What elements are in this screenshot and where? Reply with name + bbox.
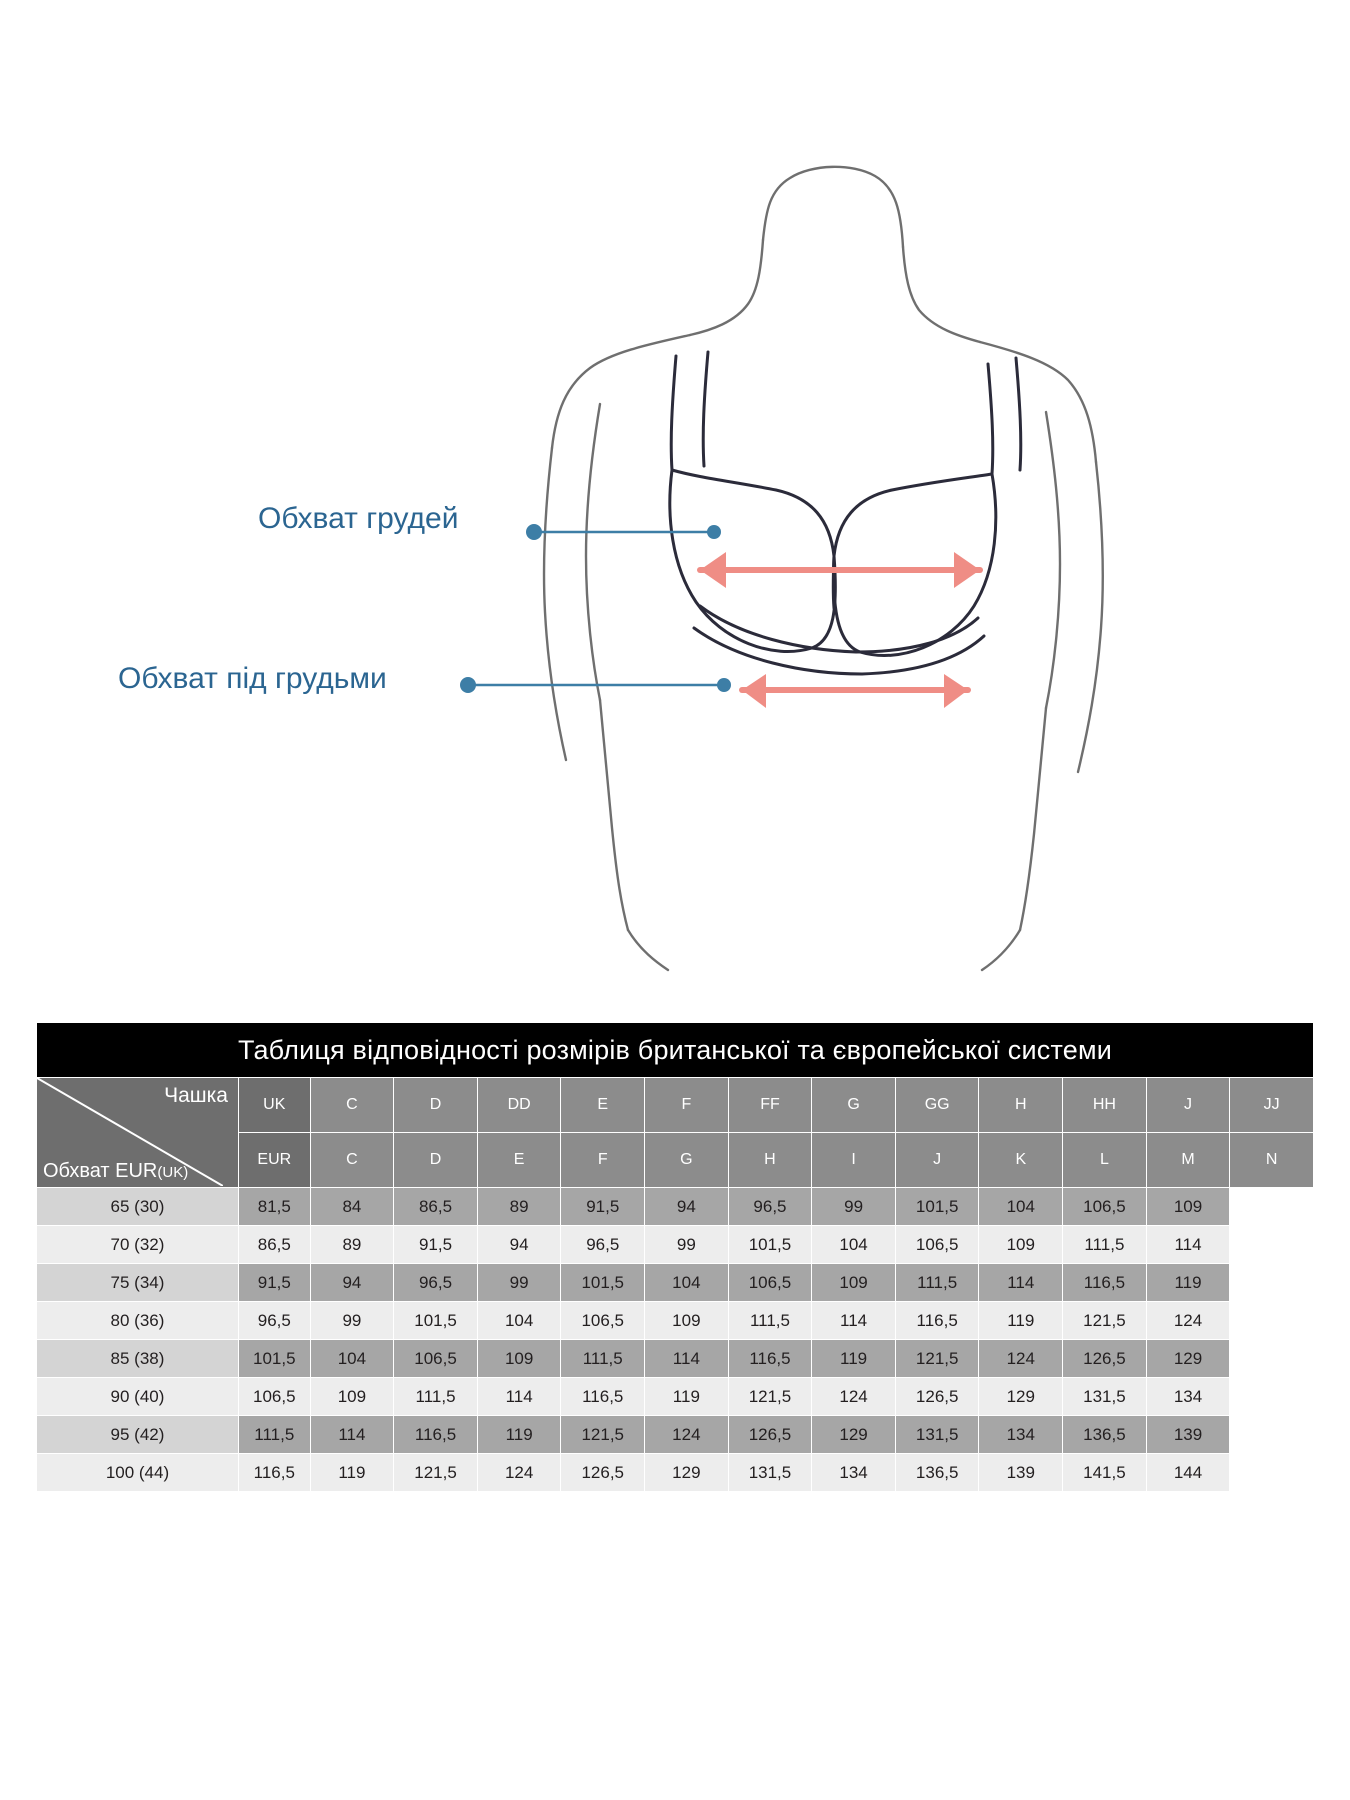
cell: 104	[979, 1188, 1063, 1226]
size-chart-container	[36, 1022, 1314, 1492]
cell: 119	[477, 1416, 561, 1454]
cup-eur-4: G	[645, 1133, 729, 1188]
system-eur-label: EUR	[238, 1133, 310, 1188]
cell: 106,5	[1063, 1188, 1147, 1226]
cell: 134	[812, 1454, 896, 1492]
cell: 119	[645, 1378, 729, 1416]
cell: 99	[310, 1302, 394, 1340]
cup-uk-7: GG	[895, 1078, 979, 1133]
cell: 116,5	[394, 1416, 478, 1454]
cell: 96,5	[561, 1226, 645, 1264]
cell: 141,5	[1063, 1454, 1147, 1492]
cell: 96,5	[394, 1264, 478, 1302]
cell: 99	[812, 1188, 896, 1226]
cell: 104	[477, 1302, 561, 1340]
cell: 109	[1146, 1188, 1230, 1226]
row-label: 95 (42)	[37, 1416, 239, 1454]
cell: 101,5	[394, 1302, 478, 1340]
cup-header-label: Чашка	[164, 1084, 228, 1107]
cell: 114	[979, 1264, 1063, 1302]
cell: 139	[1146, 1416, 1230, 1454]
size-chart-table	[36, 1022, 1314, 1492]
cell: 116,5	[728, 1340, 812, 1378]
cell: 104	[310, 1340, 394, 1378]
cell: 111,5	[238, 1416, 310, 1454]
cell: 139	[979, 1454, 1063, 1492]
cup-eur-10: M	[1146, 1133, 1230, 1188]
cell: 94	[645, 1188, 729, 1226]
cell: 101,5	[728, 1226, 812, 1264]
cell: 116,5	[238, 1454, 310, 1492]
cup-uk-9: HH	[1063, 1078, 1147, 1133]
cell: 101,5	[895, 1188, 979, 1226]
table-corner-cell	[37, 1078, 239, 1188]
bust-header-label: Обхват EUR(UK)	[43, 1160, 189, 1182]
cell: 144	[1146, 1454, 1230, 1492]
cup-eur-1: D	[394, 1133, 478, 1188]
cup-uk-10: J	[1146, 1078, 1230, 1133]
table-row	[37, 1188, 1314, 1226]
cell: 131,5	[728, 1454, 812, 1492]
bust-leader-line	[526, 524, 721, 540]
cell: 124	[477, 1454, 561, 1492]
cell: 136,5	[895, 1454, 979, 1492]
cell: 111,5	[561, 1340, 645, 1378]
cell: 99	[477, 1264, 561, 1302]
cup-eur-8: K	[979, 1133, 1063, 1188]
cell: 96,5	[728, 1188, 812, 1226]
cell: 114	[812, 1302, 896, 1340]
cell: 99	[645, 1226, 729, 1264]
cup-eur-11: N	[1230, 1133, 1314, 1188]
row-label: 85 (38)	[37, 1340, 239, 1378]
table-row	[37, 1302, 1314, 1340]
cell: 86,5	[238, 1226, 310, 1264]
cell: 116,5	[1063, 1264, 1147, 1302]
cell: 106,5	[561, 1302, 645, 1340]
cell: 121,5	[394, 1454, 478, 1492]
cell: 124	[979, 1340, 1063, 1378]
cell: 131,5	[1063, 1378, 1147, 1416]
cell: 96,5	[238, 1302, 310, 1340]
cup-uk-1: D	[394, 1078, 478, 1133]
underbust-measure-arrow	[742, 674, 968, 708]
cell: 106,5	[728, 1264, 812, 1302]
table-row	[37, 1378, 1314, 1416]
cell: 121,5	[728, 1378, 812, 1416]
cell: 129	[812, 1416, 896, 1454]
table-row	[37, 1454, 1314, 1492]
cell: 111,5	[895, 1264, 979, 1302]
cell: 114	[477, 1378, 561, 1416]
cell: 124	[1146, 1302, 1230, 1340]
cup-uk-3: E	[561, 1078, 645, 1133]
cell: 121,5	[895, 1340, 979, 1378]
cup-uk-0: C	[310, 1078, 394, 1133]
cell: 111,5	[728, 1302, 812, 1340]
cell: 104	[645, 1264, 729, 1302]
header-row-uk	[37, 1078, 1314, 1133]
cell: 126,5	[895, 1378, 979, 1416]
cell: 129	[645, 1454, 729, 1492]
table-row	[37, 1416, 1314, 1454]
cell: 91,5	[238, 1264, 310, 1302]
row-label: 100 (44)	[37, 1454, 239, 1492]
cell: 124	[645, 1416, 729, 1454]
cell: 104	[812, 1226, 896, 1264]
table-title: Таблиця відповідності розмірів британської та європейської системи	[37, 1023, 1314, 1078]
cell: 114	[1146, 1226, 1230, 1264]
bra-outline	[670, 352, 1021, 674]
cell: 106,5	[238, 1378, 310, 1416]
cell: 119	[1146, 1264, 1230, 1302]
cup-uk-2: DD	[477, 1078, 561, 1133]
bust-label: Обхват грудей	[258, 502, 459, 535]
cell: 94	[477, 1226, 561, 1264]
cup-eur-3: F	[561, 1133, 645, 1188]
cell: 126,5	[728, 1416, 812, 1454]
cell: 119	[979, 1302, 1063, 1340]
cell: 124	[812, 1378, 896, 1416]
cup-uk-5: FF	[728, 1078, 812, 1133]
cell: 116,5	[895, 1302, 979, 1340]
cup-eur-0: C	[310, 1133, 394, 1188]
cell: 111,5	[1063, 1226, 1147, 1264]
cell: 131,5	[895, 1416, 979, 1454]
table-row	[37, 1226, 1314, 1264]
cup-eur-7: J	[895, 1133, 979, 1188]
cell: 84	[310, 1188, 394, 1226]
cell: 129	[1146, 1340, 1230, 1378]
cell: 121,5	[1063, 1302, 1147, 1340]
cell: 106,5	[394, 1340, 478, 1378]
cell: 134	[979, 1416, 1063, 1454]
cup-uk-4: F	[645, 1078, 729, 1133]
cell: 109	[477, 1340, 561, 1378]
cup-uk-8: H	[979, 1078, 1063, 1133]
bust-measure-arrow	[700, 552, 980, 588]
cell: 109	[645, 1302, 729, 1340]
row-label: 90 (40)	[37, 1378, 239, 1416]
cell: 101,5	[238, 1340, 310, 1378]
cell: 119	[310, 1454, 394, 1492]
row-label: 75 (34)	[37, 1264, 239, 1302]
cell: 81,5	[238, 1188, 310, 1226]
cell: 101,5	[561, 1264, 645, 1302]
cell: 134	[1146, 1378, 1230, 1416]
cell: 121,5	[561, 1416, 645, 1454]
underbust-label: Обхват під грудьми	[118, 662, 387, 695]
cell: 94	[310, 1264, 394, 1302]
row-label: 70 (32)	[37, 1226, 239, 1264]
cell: 109	[310, 1378, 394, 1416]
cell: 114	[645, 1340, 729, 1378]
cell: 109	[979, 1226, 1063, 1264]
cell: 91,5	[561, 1188, 645, 1226]
cup-eur-9: L	[1063, 1133, 1147, 1188]
cell: 89	[310, 1226, 394, 1264]
cell: 111,5	[394, 1378, 478, 1416]
cell: 119	[812, 1340, 896, 1378]
table-title-row	[37, 1023, 1314, 1078]
row-label: 80 (36)	[37, 1302, 239, 1340]
cell: 91,5	[394, 1226, 478, 1264]
cup-uk-11: JJ	[1230, 1078, 1314, 1133]
row-label: 65 (30)	[37, 1188, 239, 1226]
cell: 136,5	[1063, 1416, 1147, 1454]
cell: 116,5	[561, 1378, 645, 1416]
table-row	[37, 1264, 1314, 1302]
cell: 89	[477, 1188, 561, 1226]
cell: 126,5	[1063, 1340, 1147, 1378]
cell: 109	[812, 1264, 896, 1302]
cell: 114	[310, 1416, 394, 1454]
cup-eur-6: I	[812, 1133, 896, 1188]
cup-eur-2: E	[477, 1133, 561, 1188]
system-uk-label: UK	[238, 1078, 310, 1133]
table-row	[37, 1340, 1314, 1378]
cell: 106,5	[895, 1226, 979, 1264]
cup-eur-5: H	[728, 1133, 812, 1188]
cell: 129	[979, 1378, 1063, 1416]
cell: 86,5	[394, 1188, 478, 1226]
cell: 126,5	[561, 1454, 645, 1492]
cup-uk-6: G	[812, 1078, 896, 1133]
